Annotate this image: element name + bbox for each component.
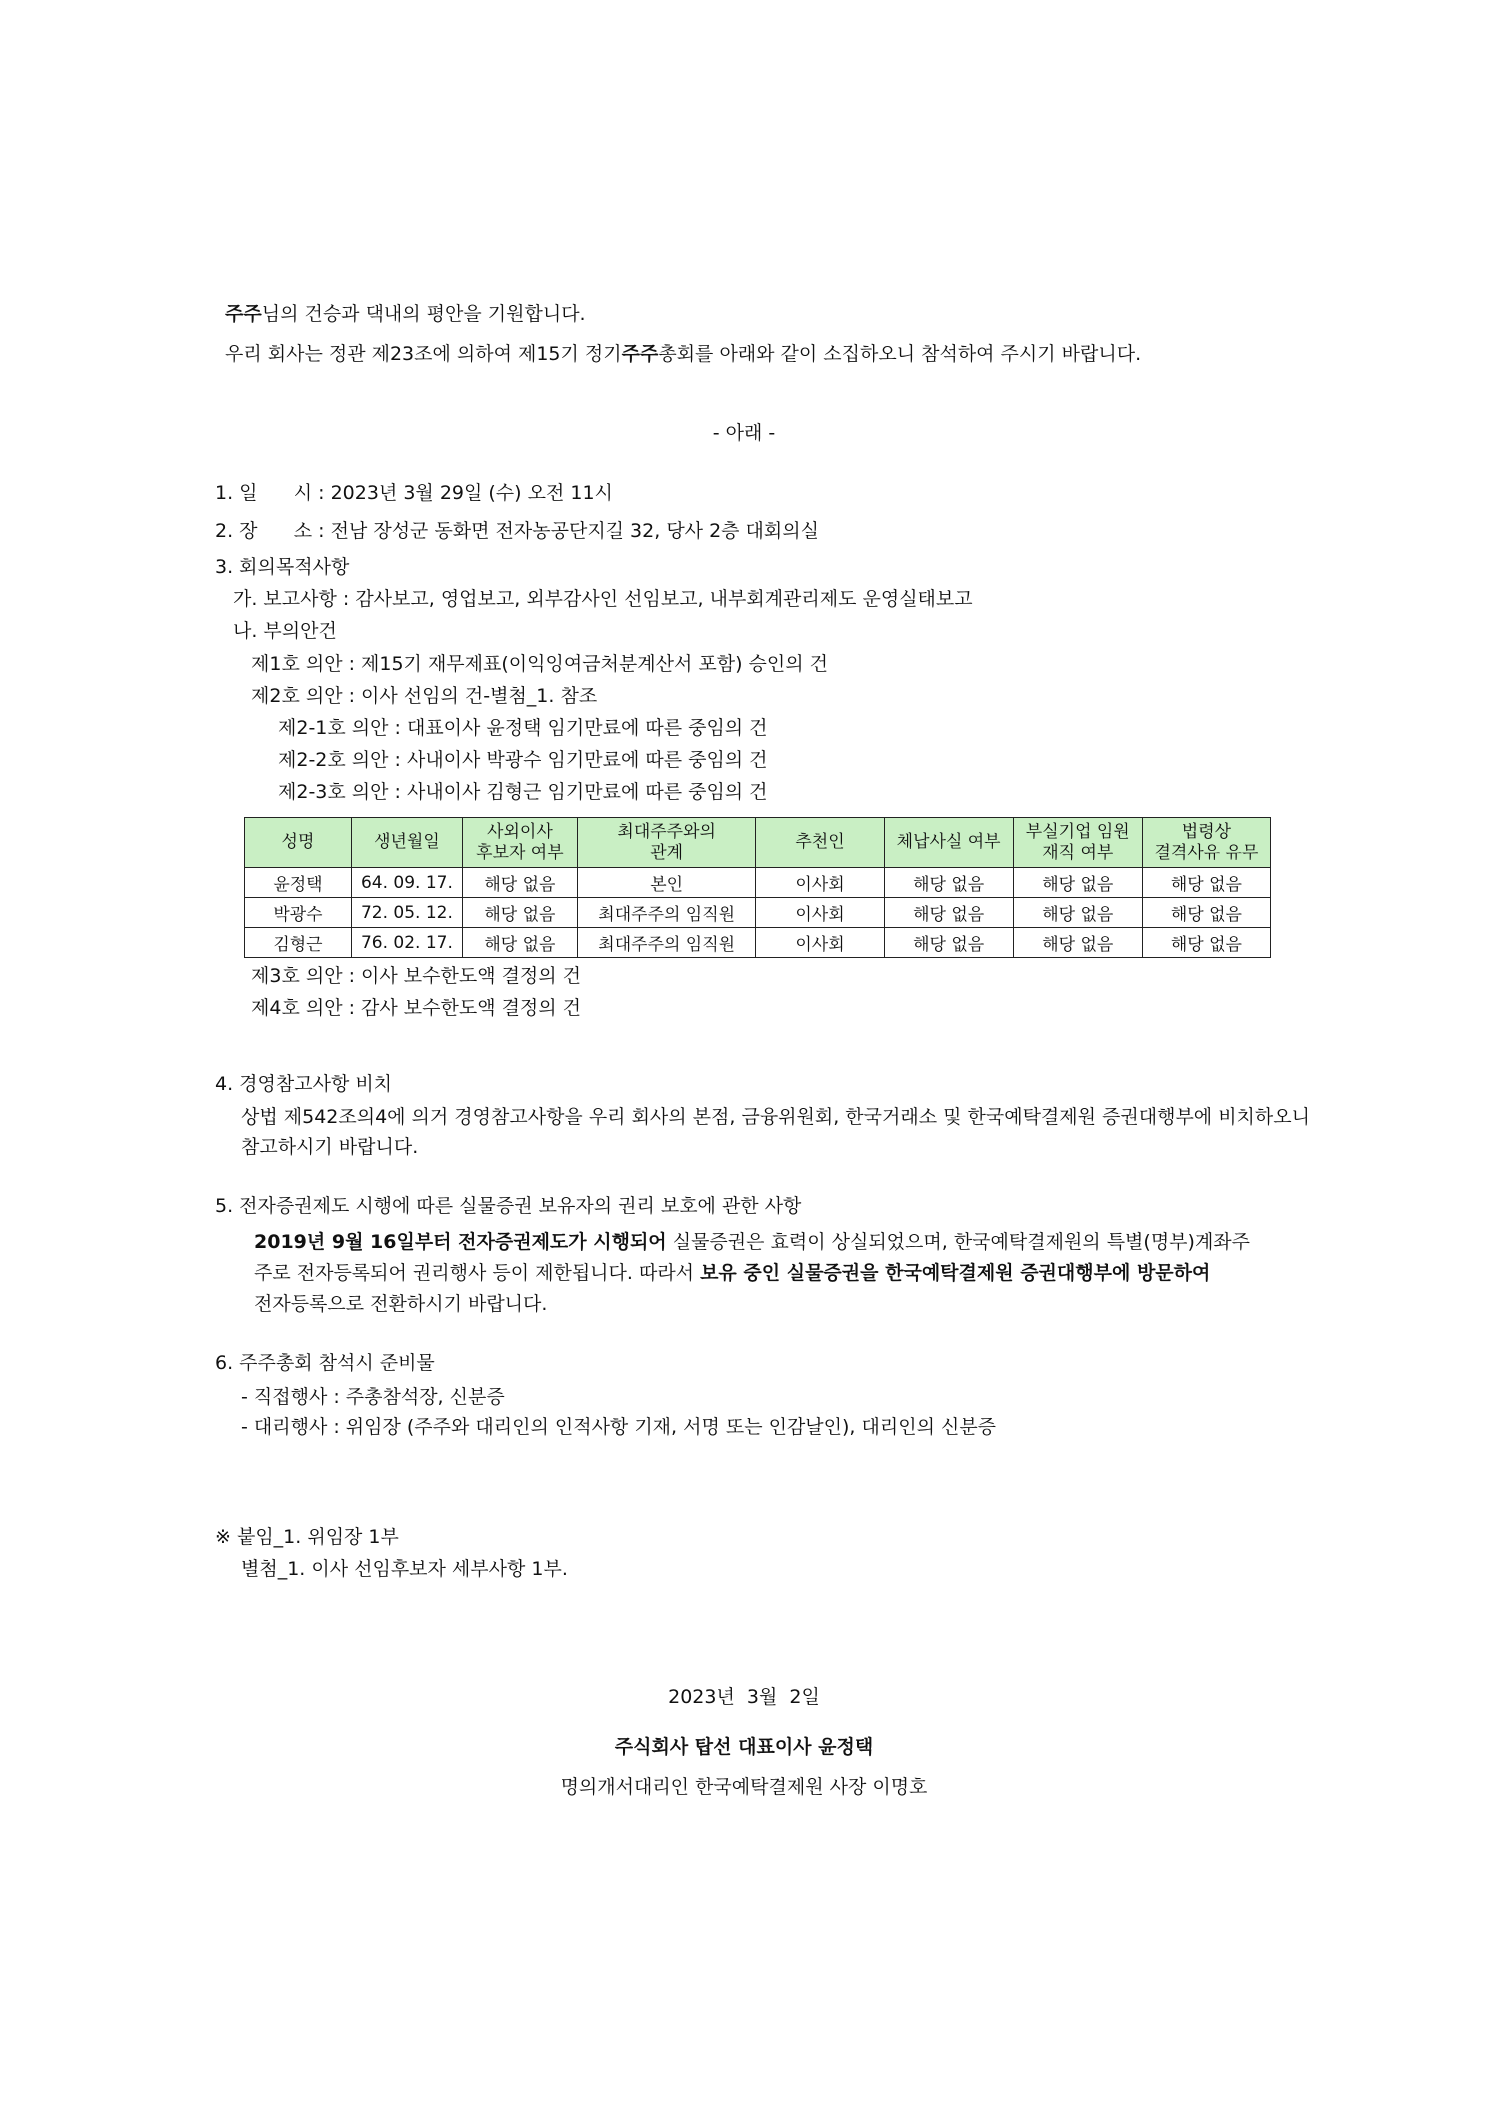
resolution-3: 제3호 의안 : 이사 보수한도액 결정의 건 [251, 965, 582, 987]
report-items: 가. 보고사항 : 감사보고, 영업보고, 외부감사인 선임보고, 내부회계관리제도 운영실태보고 [233, 588, 973, 610]
table-cell: 박광수 [245, 898, 352, 928]
section-5-line-3: 전자등록으로 전환하시기 바랍니다. [254, 1293, 548, 1315]
proxy-exercise: - 대리행사 : 위임장 (주주와 대리인의 인적사항 기재, 서명 또는 인감날인), 대리인의 신분증 [241, 1416, 997, 1438]
table-header-row [245, 818, 1271, 868]
table-cell: 해당 없음 [884, 898, 1013, 928]
table-cell: 64. 09. 17. [351, 868, 462, 898]
meeting-place: 2. 장 소 : 전남 장성군 동화면 전자농공단지길 32, 당사 2층 대회의실 [215, 520, 819, 542]
greeting-line-2 [225, 345, 1141, 364]
table-cell: 김형근 [245, 928, 352, 958]
attachment-2: 별첨_1. 이사 선임후보자 세부사항 1부. [241, 1558, 568, 1580]
section-5-text-2: 주로 전자등록되어 권리행사 등이 제한됩니다. 따라서 [254, 1262, 701, 1284]
table-cell: 해당 없음 [462, 868, 577, 898]
section-5-text-1: 실물증권은 효력이 상실되었으며, 한국예탁결제원의 특별(명부)계좌주 [666, 1231, 1251, 1253]
section-5-line-2 [254, 1264, 1210, 1283]
section-6-title: 6. 주주총회 참석시 준비물 [215, 1352, 435, 1374]
table-cell: 이사회 [756, 928, 884, 958]
table-row [245, 868, 1271, 898]
attachment-1: ※ 붙임_1. 위임장 1부 [215, 1526, 399, 1548]
header-relation: 최대주주와의 관계 [577, 818, 756, 868]
table-cell: 해당 없음 [1142, 868, 1270, 898]
meeting-date: 1. 일 시 : 2023년 3월 29일 (수) 오전 11시 [215, 482, 613, 504]
resolution-2-1: 제2-1호 의안 : 대표이사 윤정택 임기만료에 따른 중임의 건 [278, 717, 768, 739]
table-cell: 72. 05. 12. [351, 898, 462, 928]
section-4-line-2: 참고하시기 바랍니다. [241, 1136, 419, 1158]
direct-exercise: - 직접행사 : 주총참석장, 신분증 [241, 1386, 505, 1408]
section-4-line-1: 상법 제542조의4에 의거 경영참고사항을 우리 회사의 본점, 금융위원회, 한국거래소 및 한국예탁결제원 증권대행부에 비치하오니 [241, 1106, 1310, 1128]
header-legal: 법령상 결격사유 유무 [1142, 818, 1270, 868]
section-5-bold-2: 보유 중인 실물증권을 한국예탁결제원 증권대행부에 방문하여 [700, 1262, 1211, 1284]
header-outside-director: 사외이사 후보자 여부 [462, 818, 577, 868]
resolution-4: 제4호 의안 : 감사 보수한도액 결정의 건 [251, 997, 582, 1019]
section-5-line-1 [254, 1233, 1250, 1252]
header-birth: 생년월일 [351, 818, 462, 868]
section-5-bold-1: 2019년 9월 16일부터 전자증권제도가 시행되어 [254, 1231, 667, 1253]
greeting-text-a: 우리 회사는 정관 제23조에 의하여 제15기 정기 [225, 343, 622, 365]
table-cell: 해당 없음 [462, 898, 577, 928]
resolution-2-2: 제2-2호 의안 : 사내이사 박광수 임기만료에 따른 중임의 건 [278, 749, 768, 771]
header-insolvent: 부실기업 임원 재직 여부 [1013, 818, 1142, 868]
resolution-2: 제2호 의안 : 이사 선임의 건-별첨_1. 참조 [251, 685, 598, 707]
table-cell: 해당 없음 [884, 928, 1013, 958]
table-row [245, 898, 1271, 928]
table-cell: 이사회 [756, 868, 884, 898]
header-tax-arrears: 체납사실 여부 [884, 818, 1013, 868]
header-name: 성명 [245, 818, 352, 868]
resolution-1: 제1호 의안 : 제15기 재무제표(이익잉여금처분계산서 포함) 승인의 건 [251, 653, 828, 675]
greeting-text: 님의 건승과 댁내의 평안을 기원합니다. [261, 303, 586, 325]
resolution-2-3: 제2-3호 의안 : 사내이사 김형근 임기만료에 따른 중임의 건 [278, 781, 768, 803]
greeting-line-1 [225, 305, 586, 324]
greeting-bold: 주주 [225, 303, 262, 325]
separator: - 아래 - [712, 422, 776, 444]
table-cell: 이사회 [756, 898, 884, 928]
candidate-table [244, 817, 1271, 958]
resolutions-title: 나. 부의안건 [233, 620, 337, 642]
table-cell: 본인 [577, 868, 756, 898]
table-cell: 해당 없음 [1142, 898, 1270, 928]
table-cell: 해당 없음 [1013, 898, 1142, 928]
greeting-text-b: 총회를 아래와 같이 소집하오니 참석하여 주시기 바랍니다. [658, 343, 1142, 365]
table-row [245, 928, 1271, 958]
table-cell: 해당 없음 [462, 928, 577, 958]
notice-date: 2023년 3월 2일 [668, 1686, 820, 1708]
table-cell: 해당 없음 [1013, 928, 1142, 958]
table-cell: 해당 없음 [1013, 868, 1142, 898]
greeting-bold-2: 주주 [621, 343, 659, 365]
table-cell: 최대주주의 임직원 [577, 928, 756, 958]
header-recommender: 추천인 [756, 818, 884, 868]
transfer-agent: 명의개서대리인 한국예탁결제원 사장 이명호 [560, 1776, 928, 1798]
table-cell: 최대주주의 임직원 [577, 898, 756, 928]
table-cell: 해당 없음 [1142, 928, 1270, 958]
table-cell: 윤정택 [245, 868, 352, 898]
section-4-title: 4. 경영참고사항 비치 [215, 1073, 393, 1095]
company-signature: 주식회사 탑선 대표이사 윤정택 [614, 1736, 874, 1758]
section-5-title: 5. 전자증권제도 시행에 따른 실물증권 보유자의 권리 보호에 관한 사항 [215, 1195, 802, 1217]
agenda-title: 3. 회의목적사항 [215, 556, 350, 578]
table-cell: 해당 없음 [884, 868, 1013, 898]
table-cell: 76. 02. 17. [351, 928, 462, 958]
